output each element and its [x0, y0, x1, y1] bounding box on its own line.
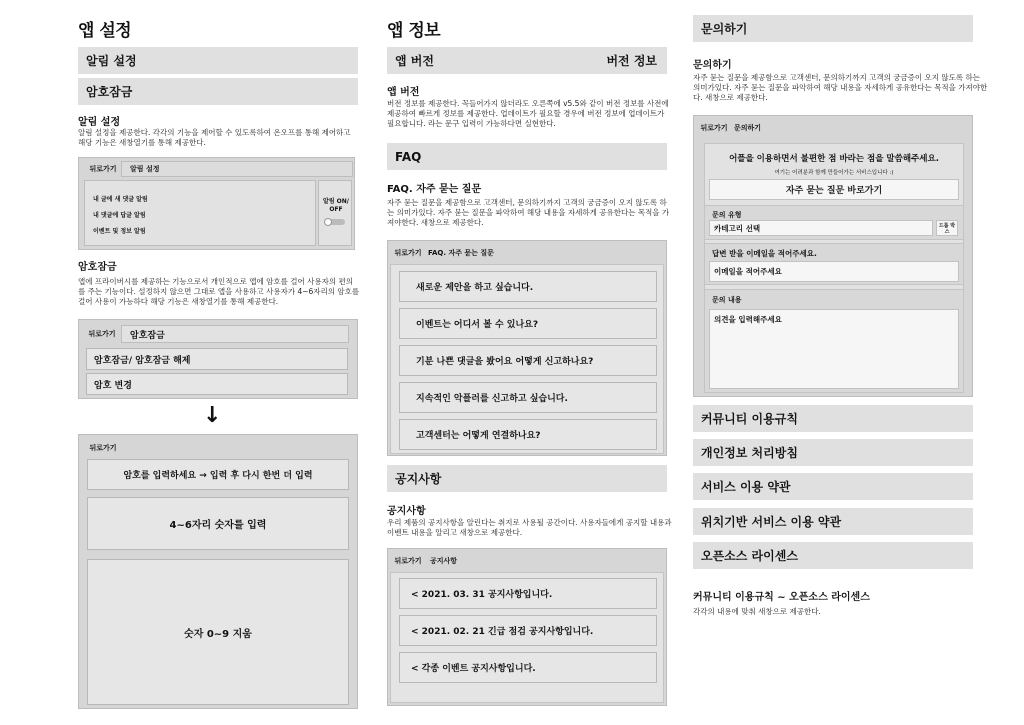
toggle-label: 알림 ON/ OFF — [323, 198, 349, 213]
faq-section-title: FAQ. 자주 묻는 질문 — [387, 184, 482, 195]
lock-section-desc: 앱에 프라이버시를 제공하는 기능으로서 개인적으로 앱에 암호를 걸어 사용자의 편의를 주는 기능이다. 설정하지 않으면 그대로 앱을 사용하고 사용자가 4~6자리의 암호를 걸어 사용이 가능하다 해당 기능은 새창열기를 통해 제공한다. — [78, 277, 360, 306]
faq-shortcut-button[interactable]: 자주 묻는 질문 바로가기 — [709, 179, 959, 200]
back-button[interactable]: 뒤로가기 — [89, 444, 117, 452]
legal-section-desc: 각각의 내용에 맞춰 새창으로 제공한다. — [693, 607, 821, 616]
lock-section-title: 암호잠금 — [78, 262, 117, 273]
lock-screen — [78, 319, 358, 399]
notify-item-reply: 내 댓글에 답글 알림 — [93, 212, 146, 219]
notify-list — [84, 180, 316, 246]
inquiry-screen — [693, 115, 973, 397]
notice-screen — [387, 548, 667, 706]
email-label: 답변 받을 이메일을 적어주세요. — [712, 249, 817, 258]
notify-section-title: 알림 설정 — [78, 117, 121, 128]
flow-arrow-down: ↓ — [203, 403, 222, 428]
app-version-label: 앱 버전 — [395, 54, 434, 68]
lock-toggle-row[interactable]: 암호잠금/ 암호잠금 해제 — [86, 348, 348, 370]
notify-section-desc: 알림 설정을 제공한다. 각각의 기능을 제어할 수 있도록하여 온오프를 통해 제어하고 해당 기능은 새창열기를 통해 제공한다. — [78, 128, 351, 147]
tab-faq: FAQ. 자주 묻는 질문 — [428, 249, 494, 257]
lock-settings-bar[interactable]: 암호잠금 — [78, 78, 358, 105]
notify-item-event: 이벤트 및 정보 알림 — [93, 228, 146, 235]
lock-change-row[interactable]: 암호 변경 — [86, 373, 348, 395]
email-group — [705, 243, 963, 285]
faq-bar[interactable]: FAQ — [387, 143, 667, 170]
pin-screen — [78, 434, 358, 709]
inquiry-section-desc: 자주 묻는 질문을 제공함으로 고객센터, 문의하기까지 고객의 궁금증이 오지 않도록 하는 의미가있다. 자주 묻는 질문을 파악하여 해당 내용을 자세하게 공유한다는 목적을 가져야한다. 새창으로 제공한다. — [693, 73, 988, 102]
content-group — [705, 289, 963, 392]
faq-item[interactable]: 새로운 제안을 하고 싶습니다. — [399, 271, 657, 302]
notify-item-comment: 내 글에 새 댓글 알림 — [93, 196, 148, 203]
notify-settings-bar[interactable]: 알림 설정 — [78, 47, 358, 74]
inquiry-type-group — [705, 205, 963, 240]
notice-item[interactable]: < 2021. 03. 31 공지사항입니다. — [399, 578, 657, 609]
app-info-title: 앱 정보 — [387, 21, 441, 41]
content-textarea[interactable]: 의견을 입력해주세요 — [709, 309, 959, 389]
tab-notify: 알림 설정 — [121, 161, 353, 177]
back-button[interactable]: 뒤로가기 — [700, 124, 728, 132]
inquiry-bar[interactable]: 문의하기 — [693, 15, 973, 42]
app-version-bar[interactable] — [387, 47, 667, 74]
version-section-title: 앱 버전 — [387, 87, 420, 98]
notice-item[interactable]: < 각종 이벤트 공지사항입니다. — [399, 652, 657, 683]
version-section-desc: 버전 정보를 제공한다. 꼭들어가지 않더라도 오른쪽에 v5.5와 같이 버전 정보를 사전에 제공하여 빠르게 정보를 제공한다. 업데이트가 필요할 경우에 버전 정보에 업데이트가 필요합니다. 라는 문구 입력이 가능하다면 실현한다. — [387, 99, 669, 128]
content-label: 문의 내용 — [712, 296, 742, 304]
tab-notice: 공지사항 — [430, 557, 458, 565]
toggle-switch[interactable] — [325, 219, 345, 225]
terms-of-service-link[interactable]: 서비스 이용 약관 — [693, 473, 973, 500]
app-settings-title: 앱 설정 — [78, 21, 132, 41]
notify-toggle-panel — [318, 180, 352, 246]
inquiry-headline: 어플을 이용하면서 불편한 점 바라는 점을 말씀해주세요. — [729, 154, 939, 164]
open-source-license-link[interactable]: 오픈소스 라이센스 — [693, 542, 973, 569]
notice-item[interactable]: < 2021. 02. 21 긴급 점검 공지사항입니다. — [399, 615, 657, 646]
inquiry-section-title: 문의하기 — [693, 60, 732, 71]
faq-screen — [387, 240, 667, 456]
faq-item[interactable]: 기분 나쁜 댓글을 봤어요 어떻게 신고하나요? — [399, 345, 657, 376]
faq-item[interactable]: 고객센터는 어떻게 연결하나요? — [399, 419, 657, 450]
tab-inquiry: 문의하기 — [734, 124, 762, 132]
faq-item[interactable]: 지속적인 악플러를 신고하고 싶습니다. — [399, 382, 657, 413]
inquiry-subline: 여기는 어려분과 함께 만들어가는 서비스입니다 :) — [774, 170, 894, 176]
category-select[interactable]: 카테고리 선택 — [709, 220, 933, 236]
toggle-knob — [324, 218, 332, 226]
back-button[interactable]: 뒤로가기 — [88, 330, 116, 338]
faq-list — [390, 264, 664, 454]
pin-keypad[interactable]: 숫자 0~9 지움 — [87, 559, 349, 705]
location-terms-link[interactable]: 위치기반 서비스 이용 약관 — [693, 508, 973, 535]
email-input[interactable]: 이메일을 적어주세요 — [709, 261, 959, 282]
tab-lock: 암호잠금 — [121, 325, 349, 343]
legal-section-title: 커뮤니티 이용규칙 ~ 오픈소스 라이센스 — [693, 592, 870, 603]
pin-instruction: 암호를 입력하세요 → 입력 후 다시 한번 더 입력 — [87, 459, 349, 490]
notice-list — [390, 572, 664, 703]
privacy-policy-link[interactable]: 개인정보 처리방침 — [693, 439, 973, 466]
notice-section-title: 공지사항 — [387, 506, 426, 517]
back-button[interactable]: 뒤로가기 — [394, 249, 422, 257]
notify-screen — [78, 157, 355, 250]
version-info-label: 버전 정보 — [606, 54, 657, 68]
inquiry-form — [704, 143, 964, 393]
notice-bar[interactable]: 공지사항 — [387, 465, 667, 492]
dropdown-button[interactable]: 드롭 박스 — [936, 220, 958, 236]
inquiry-type-label: 문의 유형 — [712, 211, 742, 219]
faq-item[interactable]: 이벤트는 어디서 볼 수 있나요? — [399, 308, 657, 339]
back-button[interactable]: 뒤로가기 — [89, 165, 117, 173]
faq-section-desc: 자주 묻는 질문을 제공함으로 고객센터, 문의하기까지 고객의 궁금증이 오지 않도록 하는 의미가있다. 자주 묻는 질문을 파악하여 해당 내용을 자세하게 공유한다는 목적을 가져야한다. 새창으로 제공한다. — [387, 198, 670, 227]
pin-digits-field[interactable]: 4~6자리 숫자를 입력 — [87, 497, 349, 550]
back-button[interactable]: 뒤로가기 — [394, 557, 422, 565]
notice-section-desc: 우리 제품의 공지사항을 알린다는 취지로 사용될 공간이다. 사용자들에게 공지할 내용과 이벤트 내용을 알리고 새창으로 제공한다. — [387, 518, 672, 537]
community-rules-link[interactable]: 커뮤니티 이용규칙 — [693, 405, 973, 432]
